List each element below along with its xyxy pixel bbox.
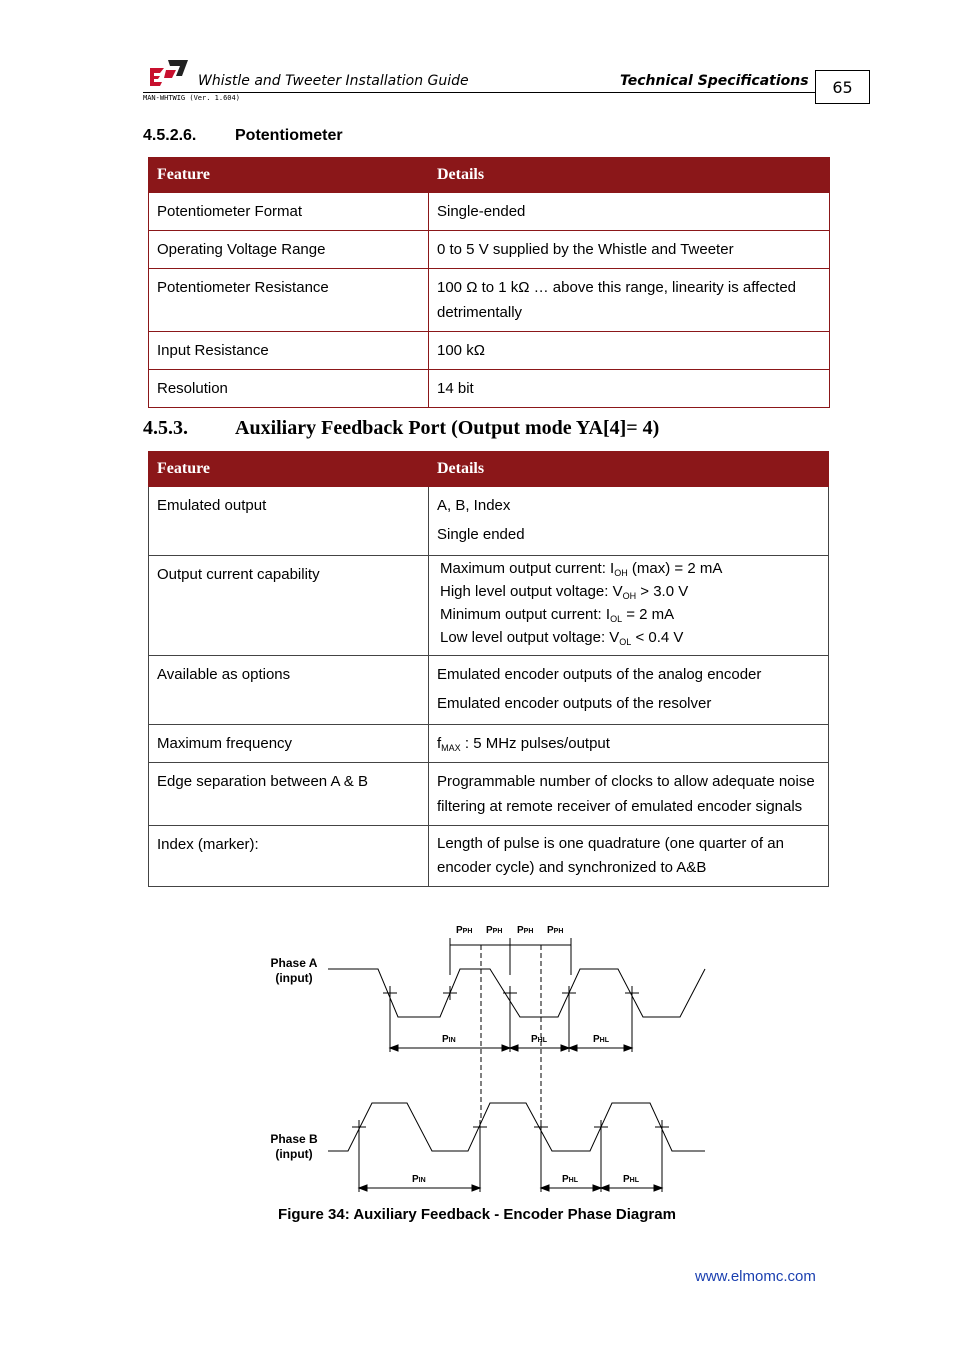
table-header-row [149, 452, 829, 487]
table-row [149, 763, 829, 826]
timing-labels [412, 925, 640, 1185]
details-cell [429, 556, 829, 656]
section-title: Potentiometer [235, 127, 343, 144]
pph-label: PPH [486, 925, 503, 936]
feature-cell: Potentiometer Format [149, 193, 429, 231]
phase-b-edge-ticks [352, 1120, 669, 1192]
version-label: MAN-WHTWIG (Ver. 1.604) [143, 94, 240, 102]
column-header: Details [429, 452, 829, 487]
feature-cell: Maximum frequency [149, 725, 429, 763]
pph-label: PPH [517, 925, 534, 936]
table-header-row [149, 158, 830, 193]
details-line: A, B, Index [437, 497, 511, 514]
table-row [149, 332, 830, 370]
pph-label: PPH [547, 925, 564, 936]
details-cell [429, 487, 829, 556]
potentiometer-table [148, 157, 830, 408]
details-cell: Single-ended [429, 193, 830, 231]
feature-cell: Potentiometer Resistance [149, 269, 429, 332]
section-title: Technical Specifications [620, 73, 809, 89]
phl-label: PHL [623, 1174, 640, 1185]
feature-cell: Edge separation between A & B [149, 763, 429, 826]
details-line: Low level output voltage: $V_{OL} < 0.4$ V [440, 629, 684, 647]
column-header: Feature [149, 158, 429, 193]
phase-b-label: Phase B [270, 1132, 318, 1146]
section-title: Auxiliary Feedback Port (Output mode YA[4]= 4) [235, 417, 660, 439]
phl-label: PHL [562, 1174, 579, 1185]
table-row [149, 269, 830, 332]
section-heading-potentiometer [143, 127, 343, 145]
header-divider [143, 92, 816, 93]
pin-label: PIN [412, 1174, 426, 1185]
phase-a-dimension-arrows [390, 1045, 632, 1051]
phase-a-label: Phase A [270, 956, 318, 970]
details-line: Single ended [437, 526, 525, 543]
document-title: Whistle and Tweeter Installation Guide [198, 73, 469, 89]
footer-link[interactable]: www.elmomc.com [695, 1268, 816, 1285]
feature-cell: Emulated output [149, 487, 429, 556]
details-cell: 100 Ω to 1 kΩ … above this range, linearity is affected detrimentally [429, 269, 830, 332]
feature-cell: Operating Voltage Range [149, 231, 429, 269]
details-line: High level output voltage: $V_{OH} > 3.0$ V [440, 583, 689, 601]
table-row [149, 656, 829, 725]
feature-cell: Input Resistance [149, 332, 429, 370]
phl-label: PHL [531, 1034, 548, 1045]
phase-b-waveform [328, 1103, 705, 1151]
details-line: Emulated encoder outputs of the resolver [437, 695, 712, 712]
section-number: 4.5.3. [143, 417, 188, 439]
company-logo [148, 58, 190, 88]
details-line: Maximum output current: $I_{OH}$ (max) = 2 mA [440, 560, 723, 578]
table-row [149, 370, 830, 408]
feature-cell: Index (marker): [149, 826, 429, 887]
phase-b-sublabel: (input) [275, 1147, 313, 1161]
auxiliary-feedback-table [148, 451, 829, 887]
section-heading-auxiliary-feedback [143, 417, 659, 440]
pin-label: PIN [442, 1034, 456, 1045]
details-line: Emulated encoder outputs of the analog encoder [437, 666, 762, 683]
details-cell: $f_{MAX}$ : 5 MHz pulses/output [429, 725, 829, 763]
phase-b-dimension-arrows [359, 1185, 662, 1191]
feature-cell: Resolution [149, 370, 429, 408]
table-row [149, 487, 829, 556]
figure-caption: Figure 34: Auxiliary Feedback - Encoder Phase Diagram [278, 1206, 676, 1223]
encoder-phase-diagram [250, 915, 720, 1200]
table-row [149, 193, 830, 231]
details-cell: 0 to 5 V supplied by the Whistle and Tweeter [429, 231, 830, 269]
table-row [149, 556, 829, 656]
details-line: Minimum output current: $I_{OL} = 2$ mA [440, 606, 675, 624]
column-header: Details [429, 158, 830, 193]
details-cell: 14 bit [429, 370, 830, 408]
details-cell: Programmable number of clocks to allow adequate noise filtering at remote receiver of emulated encoder signals [429, 763, 829, 826]
details-cell: Length of pulse is one quadrature (one quarter of an encoder cycle) and synchronized to A&B [429, 826, 829, 887]
phl-label: PHL [593, 1034, 610, 1045]
section-number: 4.5.2.6. [143, 127, 197, 144]
table-row [149, 826, 829, 887]
feature-cell: Available as options [149, 656, 429, 725]
details-cell [429, 656, 829, 725]
phase-a-sublabel: (input) [275, 971, 313, 985]
table-row [149, 231, 830, 269]
pph-label: PPH [456, 925, 473, 936]
column-header: Feature [149, 452, 429, 487]
page-number: 65 [815, 70, 870, 104]
table-row [149, 725, 829, 763]
feature-cell: Output current capability [149, 556, 429, 656]
details-cell: 100 kΩ [429, 332, 830, 370]
